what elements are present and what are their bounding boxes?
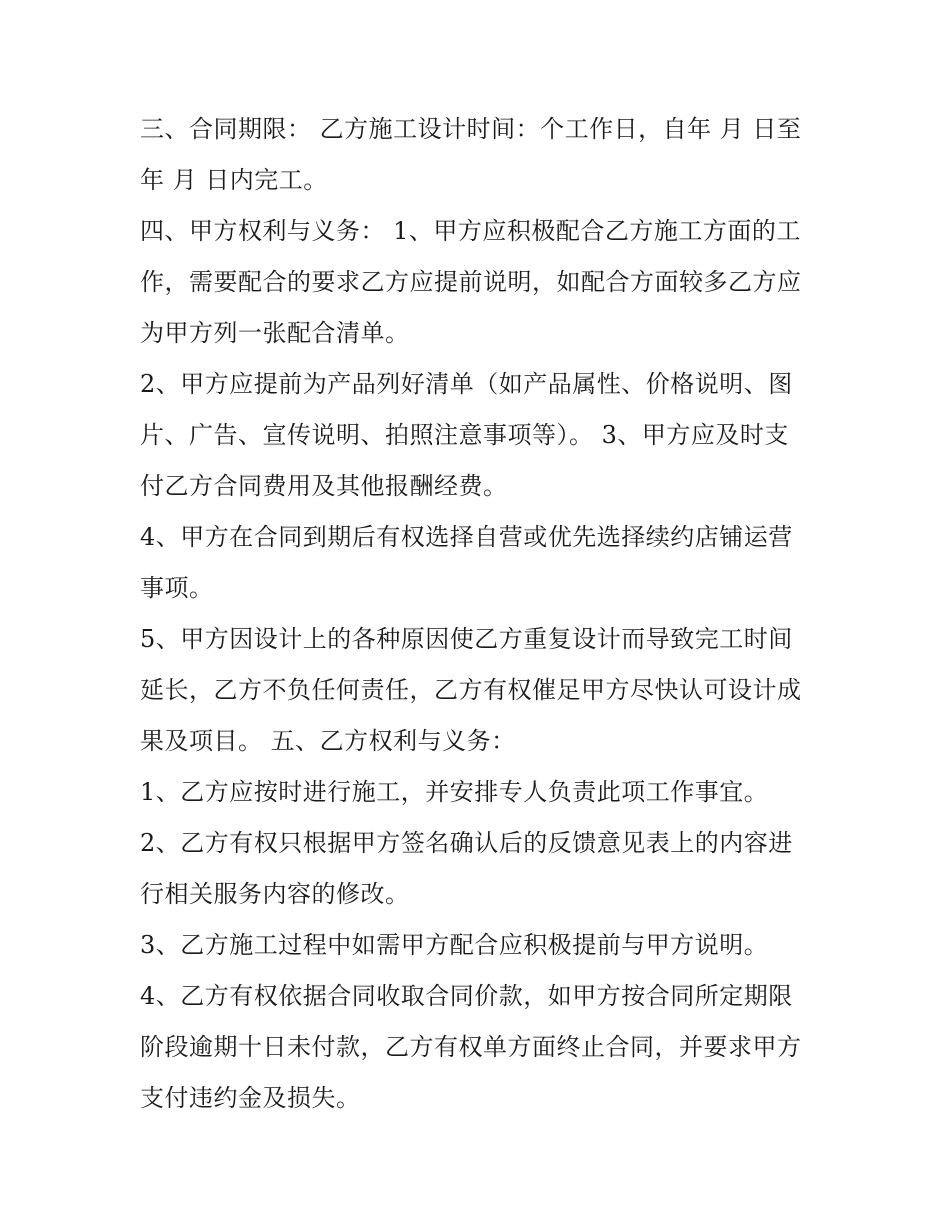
text-line: 行相关服务内容的修改。 xyxy=(140,880,410,908)
text-line: 果及项目。 五、乙方权利与义务： xyxy=(140,727,516,755)
text-line: 2、甲方应提前为产品列好清单（如产品属性、价格说明、图 xyxy=(140,370,793,398)
text-line: 4、甲方在合同到期后有权选择自营或优先选择续约店铺运营 xyxy=(140,523,793,551)
text-line: 作，需要配合的要求乙方应提前说明，如配合方面较多乙方应 xyxy=(140,268,802,296)
contract-text xyxy=(140,104,830,1124)
text-line: 年 月 日内完工。 xyxy=(140,166,328,194)
text-line: 为甲方列一张配合清单。 xyxy=(140,319,410,347)
text-line: 延长，乙方不负任何责任，乙方有权催足甲方尽快认可设计成 xyxy=(140,676,802,704)
text-line: 5、甲方因设计上的各种原因使乙方重复设计而导致完工时间 xyxy=(140,625,793,653)
text-line: 2、乙方有权只根据甲方签名确认后的反馈意见表上的内容进 xyxy=(140,829,793,857)
text-line: 3、乙方施工过程中如需甲方配合应积极提前与甲方说明。 xyxy=(140,931,769,959)
text-line: 支付违约金及损失。 xyxy=(140,1084,361,1112)
text-line: 三、合同期限： 乙方施工设计时间：个工作日，自年 月 日至 xyxy=(140,115,802,143)
text-line: 片、广告、宣传说明、拍照注意事项等）。 3、甲方应及时支 xyxy=(140,421,789,449)
text-line: 4、乙方有权依据合同收取合同价款，如甲方按合同所定期限 xyxy=(140,982,793,1010)
text-line: 事项。 xyxy=(140,574,214,602)
text-line: 付乙方合同费用及其他报酬经费。 xyxy=(140,472,508,500)
text-line: 1、乙方应按时进行施工，并安排专人负责此项工作事宜。 xyxy=(140,778,769,806)
text-line: 四、甲方权利与义务： 1、甲方应积极配合乙方施工方面的工 xyxy=(140,217,801,245)
text-line: 阶段逾期十日未付款，乙方有权单方面终止合同，并要求甲方 xyxy=(140,1033,802,1061)
